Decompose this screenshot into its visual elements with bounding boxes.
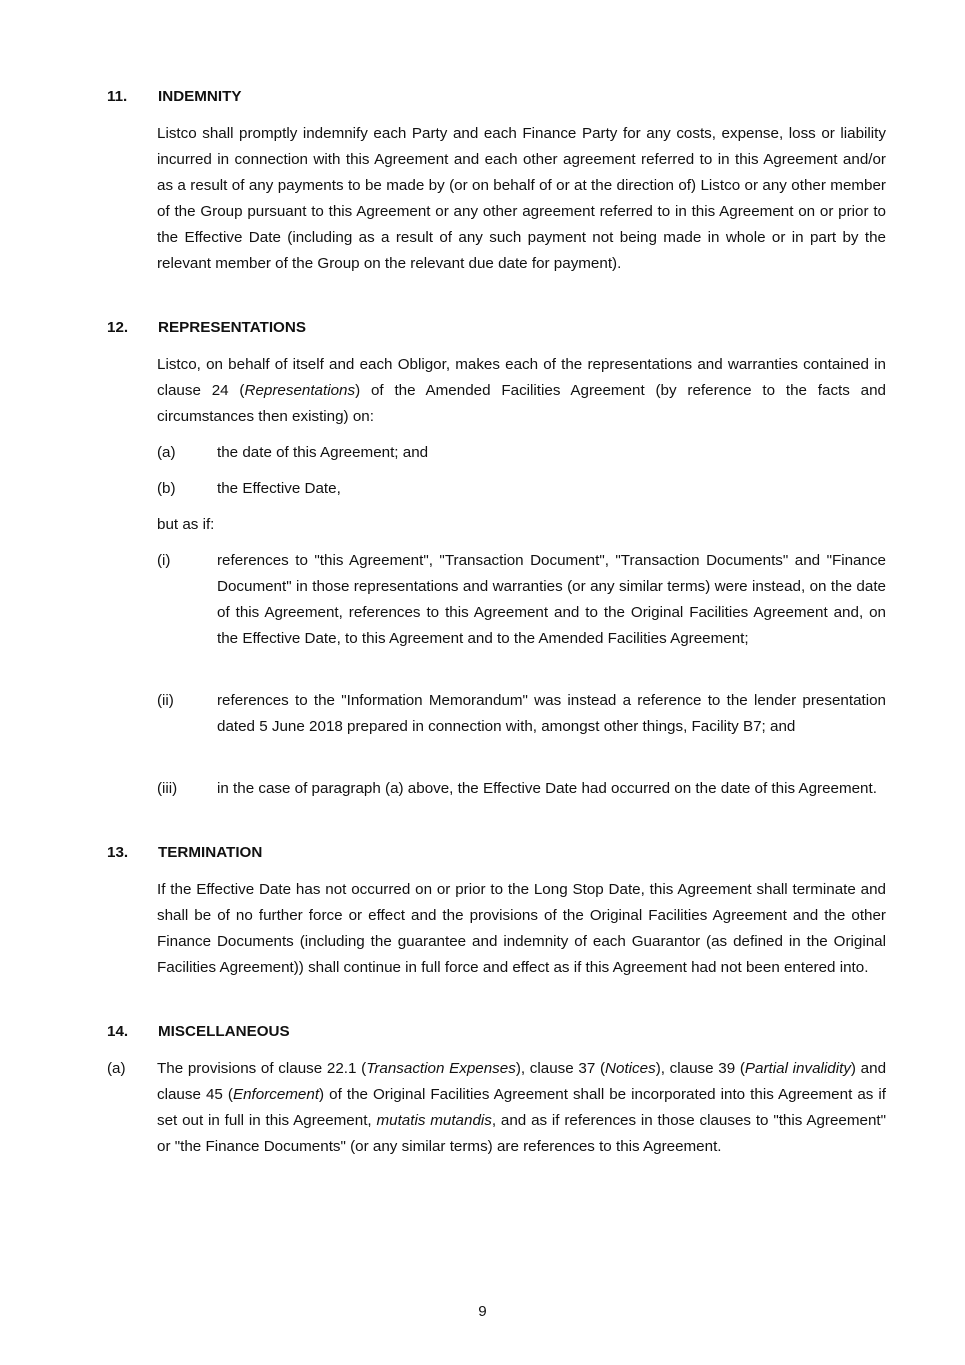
item-label: (a) <box>107 1060 126 1077</box>
section-title: MISCELLANEOUS <box>158 1023 290 1040</box>
paragraph: Listco, on behalf of itself and each Obligor, makes each of the representations and warranties contained in clause 24 (Representations) of the Amended Facilities Agreement (by reference to the facts and circumstances then existing) on: <box>157 356 887 425</box>
section-13-body <box>157 877 886 981</box>
item-label: (i) <box>157 552 171 569</box>
section-number: 13. <box>107 844 129 861</box>
paragraph: If the Effective Date has not occurred on or prior to the Long Stop Date, this Agreement shall terminate and shall be of no further force or effect and the provisions of the Original Facilities Agreement and the other Finance Documents (including the guarantee and indemnity of each Guarantor (as defined in the Original Facilities Agreement)) shall continue in full force and effect as if this Agreement had not been entered into. <box>157 881 886 976</box>
section-title: REPRESENTATIONS <box>158 319 306 336</box>
section-11-body <box>157 121 886 277</box>
item-text: references to the "Information Memorandum" was instead a reference to the lender presentation dated 5 June 2018 prepared in connection with, amongst other things, Facility B7; and <box>217 692 886 735</box>
item-label: (a) <box>157 444 176 461</box>
item-label: (iii) <box>157 780 178 797</box>
item-label: (ii) <box>157 692 174 709</box>
item-text: The provisions of clause 22.1 (Transaction Expenses), clause 37 (Notices), clause 39 (Partial invalidity) and clause 45 (Enforcement) of the Original Facilities Agreement shall be incorporated into this Agreement as if set out in full in this Agreement, mutatis mutandis, and as if references in those clauses to "this Agreement" or "the Finance Documents" (or any similar terms) are references to this Agreement. <box>157 1060 887 1155</box>
paragraph: Listco shall promptly indemnify each Party and each Finance Party for any costs, expense, loss or liability incurred in connection with this Agreement and each other agreement referred to in this Agreement and/or as a result of any payments to be made by (or on behalf of or at the direction of) Listco or any other member of the Group pursuant to this Agreement or any other agreement referred to in this Agreement on or prior to the Effective Date (including as a result of any such payment not being made in whole or in part by the relevant member of the Group on the relevant due date for payment). <box>157 125 886 272</box>
section-number: 12. <box>107 319 129 336</box>
page-number: 9 <box>478 1303 487 1320</box>
section-12-intro <box>157 352 886 430</box>
item-text: references to "this Agreement", "Transaction Document", "Transaction Documents" and "Finance Document" in those representations and warranties (or any similar terms) were instead, on the date of this Agreement, references to this Agreement and to the Original Facilities Agreement and, on the Effective Date, to this Agreement and to the Amended Facilities Agreement; <box>217 552 886 647</box>
but-as-if: but as if: <box>157 516 215 533</box>
item-text: the date of this Agreement; and <box>217 444 429 461</box>
section-title: TERMINATION <box>158 844 263 861</box>
item-label: (b) <box>157 480 176 497</box>
section-number: 11. <box>107 88 128 105</box>
section-number: 14. <box>107 1023 129 1040</box>
section-title: INDEMNITY <box>158 88 242 105</box>
item-text: the Effective Date, <box>217 480 341 497</box>
item-text: in the case of paragraph (a) above, the Effective Date had occurred on the date of this Agreement. <box>217 780 877 797</box>
